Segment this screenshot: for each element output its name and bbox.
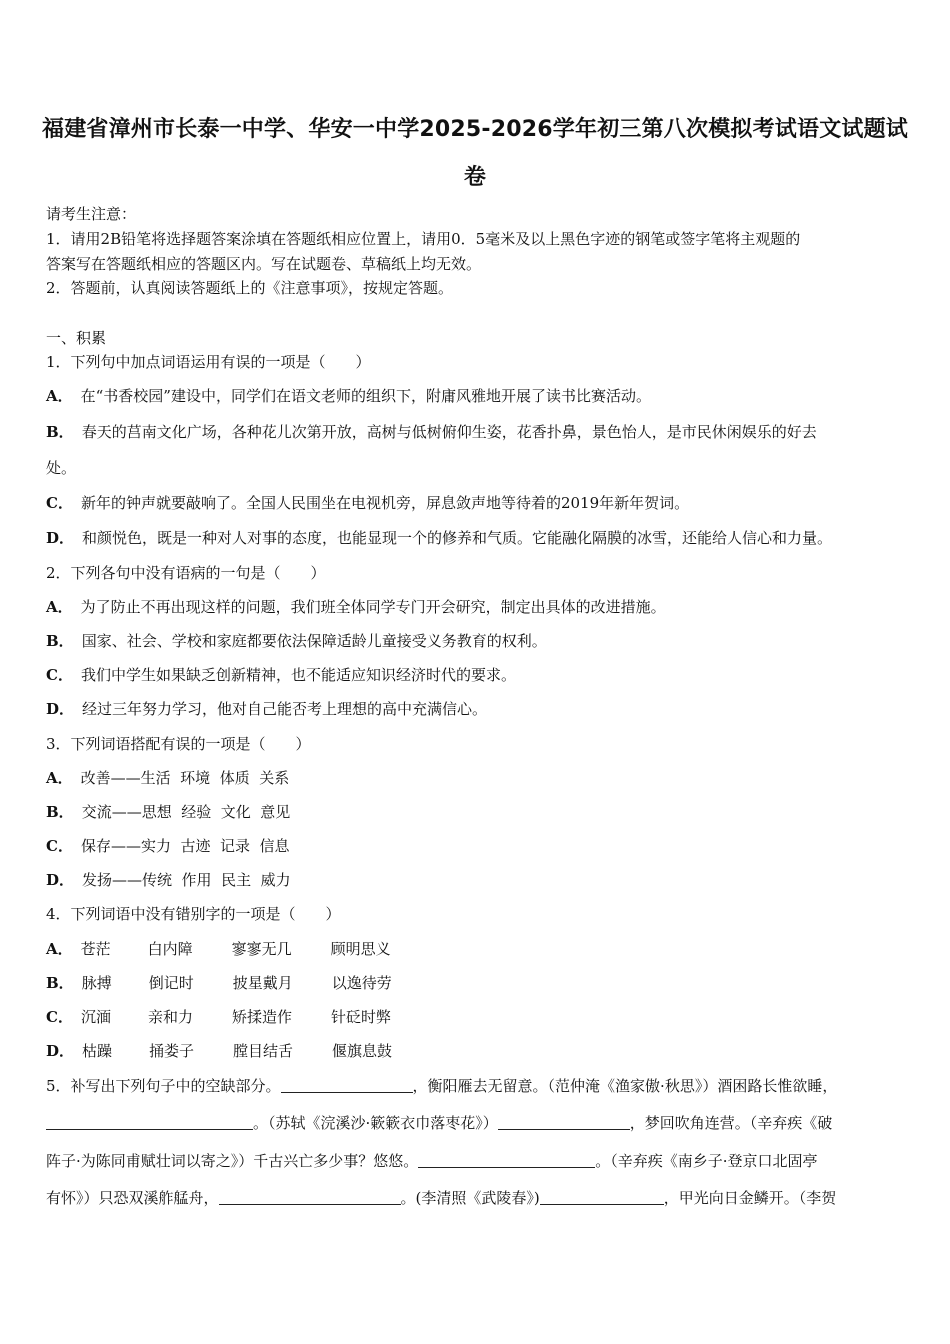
word-2: 亲和力 <box>147 1008 193 1026</box>
exam-title-line2: 卷 <box>463 165 487 190</box>
option-label: B． <box>46 974 74 992</box>
option-text: 改善——生活 环境 体质 关系 <box>80 769 290 787</box>
q5-text: 。（苏轼《浣溪沙·簌簌衣巾落枣花》） <box>253 1114 498 1132</box>
question-1-option-b <box>46 421 817 442</box>
question-2-stem: 2．下列各句中没有语病的一句是（ ） <box>46 564 326 582</box>
question-1-option-a <box>46 385 651 406</box>
word-4: 针砭时弊 <box>330 1008 391 1026</box>
option-label: A． <box>46 387 73 405</box>
question-2-option-a <box>46 596 666 617</box>
question-1-option-c <box>46 492 689 513</box>
question-5-line2 <box>46 1112 832 1133</box>
section-heading: 一、积累 <box>46 329 107 347</box>
q5-text: ，梦回吹角连营。（辛弃疾《破 <box>629 1114 833 1132</box>
q5-text: 5．补写出下列句子中的空缺部分。 <box>46 1077 281 1095</box>
option-text: 和颜悦色，既是一种对人对事的态度，也能显现一个的修养和气质。它能融化隔膜的冰雪，还能给人信心和力量。 <box>82 529 833 547</box>
option-text: 保存——实力 古迹 记录 信息 <box>80 837 290 855</box>
q5-text: 。(李清照《武陵春》) <box>400 1189 540 1207</box>
word-3: 矫揉造作 <box>231 1008 292 1026</box>
word-3: 寥寥无几 <box>231 940 292 958</box>
option-label: C． <box>46 494 73 512</box>
option-label: A． <box>46 769 73 787</box>
q5-text: 。（辛弃疾《南乡子·登京口北固亭 <box>595 1152 818 1170</box>
question-4-option-c <box>46 1006 391 1027</box>
answer-blank[interactable] <box>219 1190 401 1205</box>
question-4-stem: 4．下列词语中没有错别字的一项是（ ） <box>46 905 341 923</box>
question-5-line3 <box>46 1150 818 1171</box>
question-2-option-c <box>46 664 516 685</box>
answer-blank[interactable] <box>281 1078 413 1093</box>
q5-text: ，衡阳雁去无留意。（范仲淹《渔家傲·秋思》）酒困路长惟欲睡， <box>412 1077 838 1095</box>
word-3: 膛目结舌 <box>233 1042 294 1060</box>
question-4-option-d <box>46 1040 392 1061</box>
option-text: 在“书香校园”建设中，同学们在语文老师的组织下，附庸风雅地开展了读书比赛活动。 <box>80 387 651 405</box>
question-3-stem: 3．下列词语搭配有误的一项是（ ） <box>46 735 311 753</box>
option-label: D． <box>46 700 75 718</box>
question-5-line1 <box>46 1075 837 1096</box>
question-1-option-d <box>46 527 832 548</box>
word-2: 捅娄子 <box>149 1042 195 1060</box>
option-text: 国家、社会、学校和家庭都要依法保障适龄儿童接受义务教育的权利。 <box>81 632 547 650</box>
option-label: B． <box>46 803 74 821</box>
word-1: 沉湎 <box>80 1008 111 1026</box>
question-1-stem: 1．下列句中加点词语运用有误的一项是（ ） <box>46 353 371 371</box>
option-label: C． <box>46 1008 73 1026</box>
word-2: 白内障 <box>147 940 193 958</box>
notice-heading: 请考生注意： <box>46 205 137 223</box>
option-text: 我们中学生如果缺乏创新精神，也不能适应知识经济时代的要求。 <box>80 666 516 684</box>
option-text: 新年的钟声就要敲响了。全国人民围坐在电视机旁，屏息敛声地等待着的2019年新年贺词。 <box>80 494 690 512</box>
question-3-option-a <box>46 767 289 788</box>
q5-text: ，甲光向日金鳞开。（李贺 <box>663 1189 837 1207</box>
notice-item1-line1: 1．请用2B铅笔将选择题答案涂填在答题纸相应位置上，请用0．5毫米及以上黑色字迹的钢笔或签字笔将主观题的 <box>46 230 801 248</box>
answer-blank[interactable] <box>498 1115 630 1130</box>
notice-item2: 2．答题前，认真阅读答题纸上的《注意事项》，按规定答题。 <box>46 279 454 297</box>
question-3-option-c <box>46 835 290 856</box>
q5-text: 有怀》）只恐双溪舴艋舟， <box>46 1189 219 1207</box>
word-2: 倒记时 <box>148 974 194 992</box>
question-1-option-b-continued: 处。 <box>46 459 77 477</box>
question-5-line4 <box>46 1187 836 1208</box>
q5-text: 阵子·为陈同甫赋壮词以寄之》）千古兴亡多少事？悠悠。 <box>46 1152 419 1170</box>
option-label: C． <box>46 666 73 684</box>
answer-blank[interactable] <box>540 1190 664 1205</box>
word-4: 顾明思义 <box>330 940 391 958</box>
word-3: 披星戴月 <box>232 974 293 992</box>
question-3-option-d <box>46 869 291 890</box>
option-text: 春天的莒南文化广场，各种花儿次第开放，高树与低树俯仰生姿，花香扑鼻，景色怡人，是市民休闲娱乐的好去 <box>81 423 817 441</box>
option-label: D． <box>46 871 75 889</box>
word-4: 偃旗息鼓 <box>332 1042 393 1060</box>
answer-blank[interactable] <box>46 1115 253 1130</box>
option-label: B． <box>46 632 74 650</box>
word-1: 枯躁 <box>82 1042 113 1060</box>
question-3-option-b <box>46 801 290 822</box>
word-1: 脉搏 <box>81 974 112 992</box>
option-label: D． <box>46 1042 75 1060</box>
option-label: D． <box>46 529 75 547</box>
word-4: 以逸待劳 <box>331 974 392 992</box>
question-4-option-b <box>46 972 392 993</box>
option-label: C． <box>46 837 73 855</box>
answer-blank[interactable] <box>418 1153 595 1168</box>
option-text: 发扬——传统 作用 民主 威力 <box>82 871 291 889</box>
question-2-option-b <box>46 630 547 651</box>
option-label: B． <box>46 423 74 441</box>
option-label: A． <box>46 940 73 958</box>
option-text: 交流——思想 经验 文化 意见 <box>81 803 291 821</box>
option-text: 经过三年努力学习，他对自己能否考上理想的高中充满信心。 <box>82 700 488 718</box>
option-label: A． <box>46 598 73 616</box>
question-4-option-a <box>46 938 391 959</box>
word-1: 苍茫 <box>80 940 111 958</box>
notice-item1-line2: 答案写在答题纸相应的答题区内。写在试题卷、草稿纸上均无效。 <box>46 255 482 273</box>
exam-title-line1: 福建省漳州市长泰一中学、华安一中学2025-2026学年初三第八次模拟考试语文试题试 <box>42 117 908 142</box>
question-2-option-d <box>46 698 487 719</box>
option-text: 为了防止不再出现这样的问题，我们班全体同学专门开会研究，制定出具体的改进措施。 <box>80 598 666 616</box>
